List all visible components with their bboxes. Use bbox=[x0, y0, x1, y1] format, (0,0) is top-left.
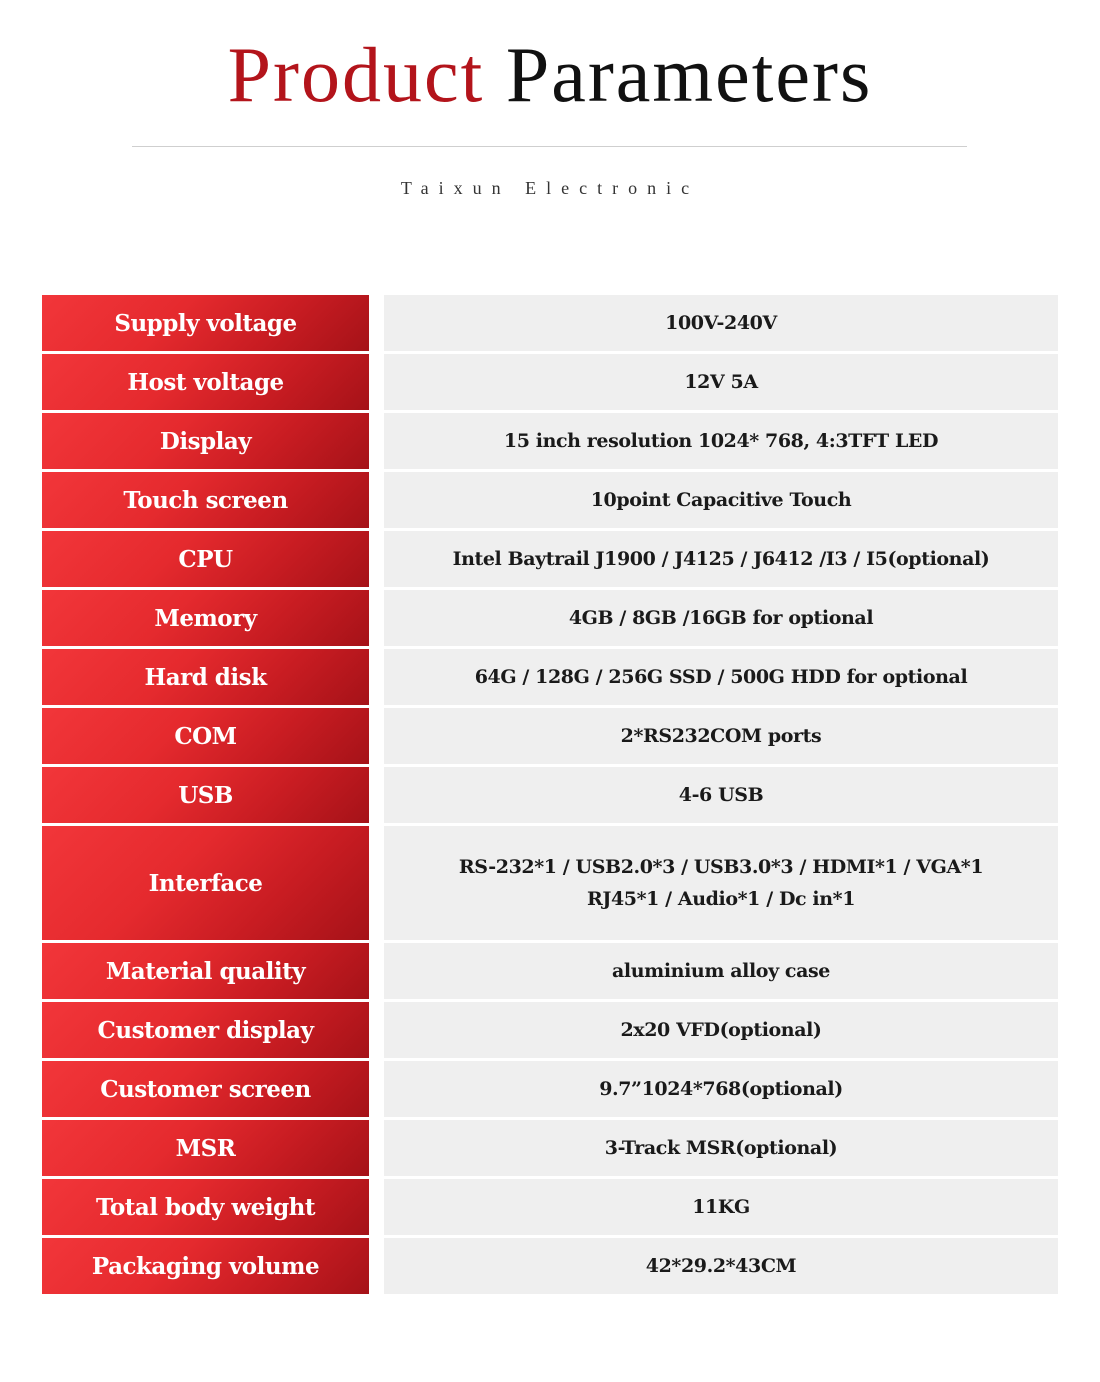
row-gap bbox=[369, 1179, 384, 1235]
param-label: Packaging volume bbox=[42, 1238, 369, 1294]
param-label: USB bbox=[42, 767, 369, 823]
param-label: Host voltage bbox=[42, 354, 369, 410]
param-label: Supply voltage bbox=[42, 295, 369, 351]
param-value: Intel Baytrail J1900 / J4125 / J6412 /I3 / I5(optional) bbox=[384, 531, 1058, 587]
param-label: Customer screen bbox=[42, 1061, 369, 1117]
row-gap bbox=[369, 590, 384, 646]
param-label: Hard disk bbox=[42, 649, 369, 705]
param-value: 4GB / 8GB /16GB for optional bbox=[384, 590, 1058, 646]
param-label: Total body weight bbox=[42, 1179, 369, 1235]
param-label: Material quality bbox=[42, 943, 369, 999]
param-value: aluminium alloy case bbox=[384, 943, 1058, 999]
param-label: Memory bbox=[42, 590, 369, 646]
param-label: COM bbox=[42, 708, 369, 764]
row-gap bbox=[369, 295, 384, 351]
table-row bbox=[42, 1238, 1058, 1294]
param-value: 10point Capacitive Touch bbox=[384, 472, 1058, 528]
table-row bbox=[42, 413, 1058, 469]
param-value: 42*29.2*43CM bbox=[384, 1238, 1058, 1294]
table-row bbox=[42, 943, 1058, 999]
param-label: MSR bbox=[42, 1120, 369, 1176]
row-gap bbox=[369, 943, 384, 999]
table-row bbox=[42, 649, 1058, 705]
table-row bbox=[42, 1061, 1058, 1117]
row-gap bbox=[369, 472, 384, 528]
param-label: Display bbox=[42, 413, 369, 469]
param-value bbox=[384, 826, 1058, 940]
param-value: 3-Track MSR(optional) bbox=[384, 1120, 1058, 1176]
row-gap bbox=[369, 649, 384, 705]
row-gap bbox=[369, 767, 384, 823]
param-value: 2x20 VFD(optional) bbox=[384, 1002, 1058, 1058]
row-gap bbox=[369, 1002, 384, 1058]
parameters-table bbox=[42, 295, 1058, 1297]
page-title bbox=[0, 30, 1100, 120]
param-value: 11KG bbox=[384, 1179, 1058, 1235]
param-value: 15 inch resolution 1024* 768, 4:3TFT LED bbox=[384, 413, 1058, 469]
table-row bbox=[42, 1002, 1058, 1058]
table-row bbox=[42, 1120, 1058, 1176]
table-row bbox=[42, 708, 1058, 764]
param-value: 64G / 128G / 256G SSD / 500G HDD for optional bbox=[384, 649, 1058, 705]
row-gap bbox=[369, 1120, 384, 1176]
param-label: Interface bbox=[42, 826, 369, 940]
title-word-product: Product bbox=[227, 31, 485, 118]
table-row bbox=[42, 826, 1058, 940]
title-divider bbox=[132, 146, 967, 147]
row-gap bbox=[369, 1061, 384, 1117]
table-row bbox=[42, 531, 1058, 587]
table-row bbox=[42, 590, 1058, 646]
param-value: 4-6 USB bbox=[384, 767, 1058, 823]
param-value-line: RS-232*1 / USB2.0*3 / USB3.0*3 / HDMI*1 / VGA*1 bbox=[458, 856, 984, 878]
param-label: Customer display bbox=[42, 1002, 369, 1058]
param-value-line: RJ45*1 / Audio*1 / Dc in*1 bbox=[586, 888, 856, 910]
param-label: CPU bbox=[42, 531, 369, 587]
table-row bbox=[42, 767, 1058, 823]
table-row bbox=[42, 354, 1058, 410]
company-subtitle: Taixun Electronic bbox=[400, 178, 700, 198]
table-row bbox=[42, 472, 1058, 528]
param-value: 12V 5A bbox=[384, 354, 1058, 410]
row-gap bbox=[369, 354, 384, 410]
table-row bbox=[42, 1179, 1058, 1235]
row-gap bbox=[369, 531, 384, 587]
row-gap bbox=[369, 708, 384, 764]
param-value: 2*RS232COM ports bbox=[384, 708, 1058, 764]
row-gap bbox=[369, 1238, 384, 1294]
row-gap bbox=[369, 413, 384, 469]
table-row bbox=[42, 295, 1058, 351]
row-gap bbox=[369, 826, 384, 940]
param-label: Touch screen bbox=[42, 472, 369, 528]
param-value: 9.7”1024*768(optional) bbox=[384, 1061, 1058, 1117]
title-word-parameters: Parameters bbox=[505, 31, 873, 118]
param-value: 100V-240V bbox=[384, 295, 1058, 351]
